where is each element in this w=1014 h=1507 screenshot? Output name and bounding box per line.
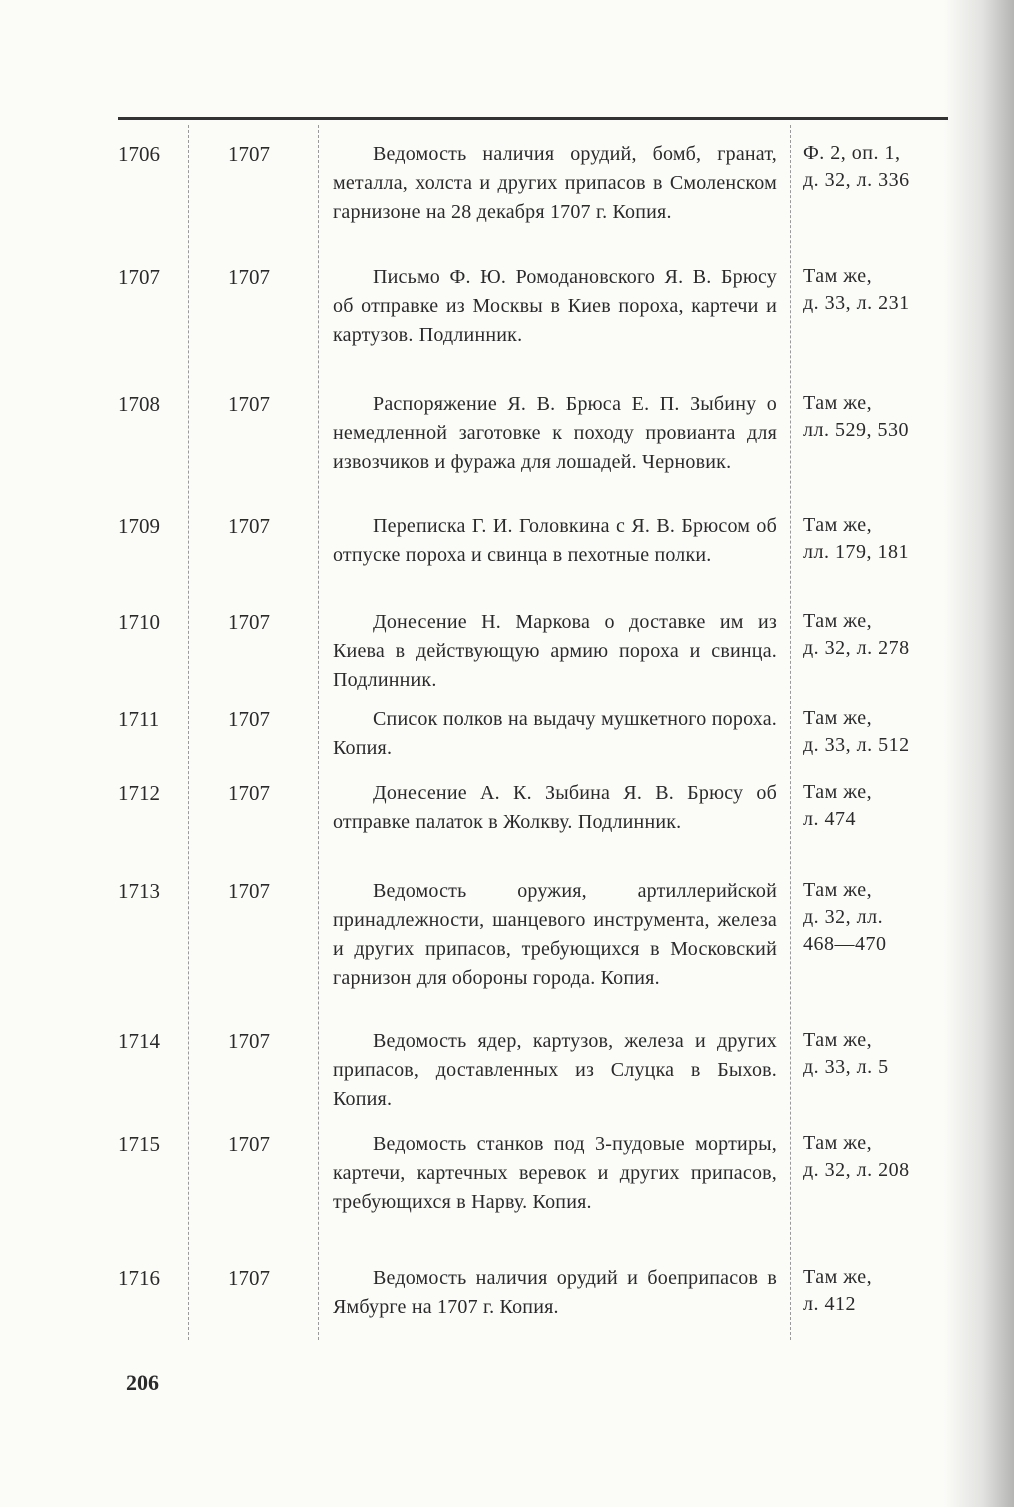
row-reference: Там же, л. 412 (803, 1266, 873, 1315)
row-number: 1707 (118, 265, 160, 289)
column-divider-number (188, 125, 189, 1340)
row-reference: Там же, д. 33, л. 512 (803, 707, 910, 756)
row-year: 1707 (228, 610, 270, 634)
row-year: 1707 (228, 879, 270, 903)
row-year: 1707 (228, 781, 270, 805)
row-year: 1707 (228, 142, 270, 166)
row-description: Ведомость наличия орудий, бомб, гранат, металла, холста и других припасов в Смоленском гарнизоне на 28 декабря 1707 г. Копия. (333, 143, 777, 223)
row-description: Переписка Г. И. Головкина с Я. В. Брюсом об отпуске пороха и свинца в пехотные полки. (333, 515, 777, 566)
table-top-rule (118, 117, 948, 120)
row-year: 1707 (228, 392, 270, 416)
row-description: Ведомость станков под 3-пудовые мортиры, картечи, картечных веревок и других припасов, требующихся в Нарву. Копия. (333, 1133, 777, 1213)
row-year: 1707 (228, 1029, 270, 1053)
row-number: 1716 (118, 1266, 160, 1290)
row-description: Список полков на выдачу мушкетного пороха. Копия. (333, 708, 777, 759)
row-number: 1712 (118, 781, 160, 805)
row-number: 1714 (118, 1029, 160, 1053)
row-year: 1707 (228, 1132, 270, 1156)
row-reference: Там же, д. 33, л. 231 (803, 265, 910, 314)
row-number: 1706 (118, 142, 160, 166)
row-description: Письмо Ф. Ю. Ромодановского Я. В. Брюсу об отправке из Москвы в Киев пороха, картечи и картузов. Подлинник. (333, 266, 777, 346)
row-number: 1709 (118, 514, 160, 538)
row-description: Ведомость оружия, артиллерийской принадлежности, шанцевого инструмента, железа и других припасов, требующихся в Московский гарнизон для обороны города. Копия. (333, 880, 777, 989)
row-description: Ведомость ядер, картузов, железа и других припасов, доставленных из Слуцка в Быхов. Копия. (333, 1030, 777, 1110)
row-number: 1713 (118, 879, 160, 903)
row-description: Донесение Н. Маркова о доставке им из Киева в действующую армию пороха и свинца. Подлинник. (333, 611, 777, 691)
row-number: 1711 (118, 707, 160, 731)
row-year: 1707 (228, 707, 270, 731)
column-divider-description (790, 125, 791, 1340)
row-number: 1710 (118, 610, 160, 634)
row-reference: Там же, д. 32, л. 208 (803, 1132, 910, 1181)
row-year: 1707 (228, 514, 270, 538)
row-reference: Там же, д. 32, л. 278 (803, 610, 910, 659)
row-reference: Там же, лл. 179, 181 (803, 514, 909, 563)
row-year: 1707 (228, 1266, 270, 1290)
page-number: 206 (126, 1370, 159, 1395)
row-description: Донесение А. К. Зыбина Я. В. Брюсу об отправке палаток в Жолкву. Подлинник. (333, 782, 777, 833)
column-divider-year (318, 125, 319, 1340)
row-reference: Там же, лл. 529, 530 (803, 392, 909, 441)
row-reference: Ф. 2, оп. 1, д. 32, л. 336 (803, 142, 910, 191)
row-year: 1707 (228, 265, 270, 289)
row-number: 1715 (118, 1132, 160, 1156)
row-reference: Там же, д. 33, л. 5 (803, 1029, 889, 1078)
row-description: Распоряжение Я. В. Брюса Е. П. Зыбину о немедленной заготовке к походу провианта для извозчиков и фуража для лошадей. Черновик. (333, 393, 777, 473)
row-description: Ведомость наличия орудий и боеприпасов в Ямбурге на 1707 г. Копия. (333, 1267, 777, 1318)
row-reference: Там же, л. 474 (803, 781, 873, 830)
row-number: 1708 (118, 392, 160, 416)
row-reference: Там же, д. 32, лл. 468—470 (803, 879, 887, 955)
